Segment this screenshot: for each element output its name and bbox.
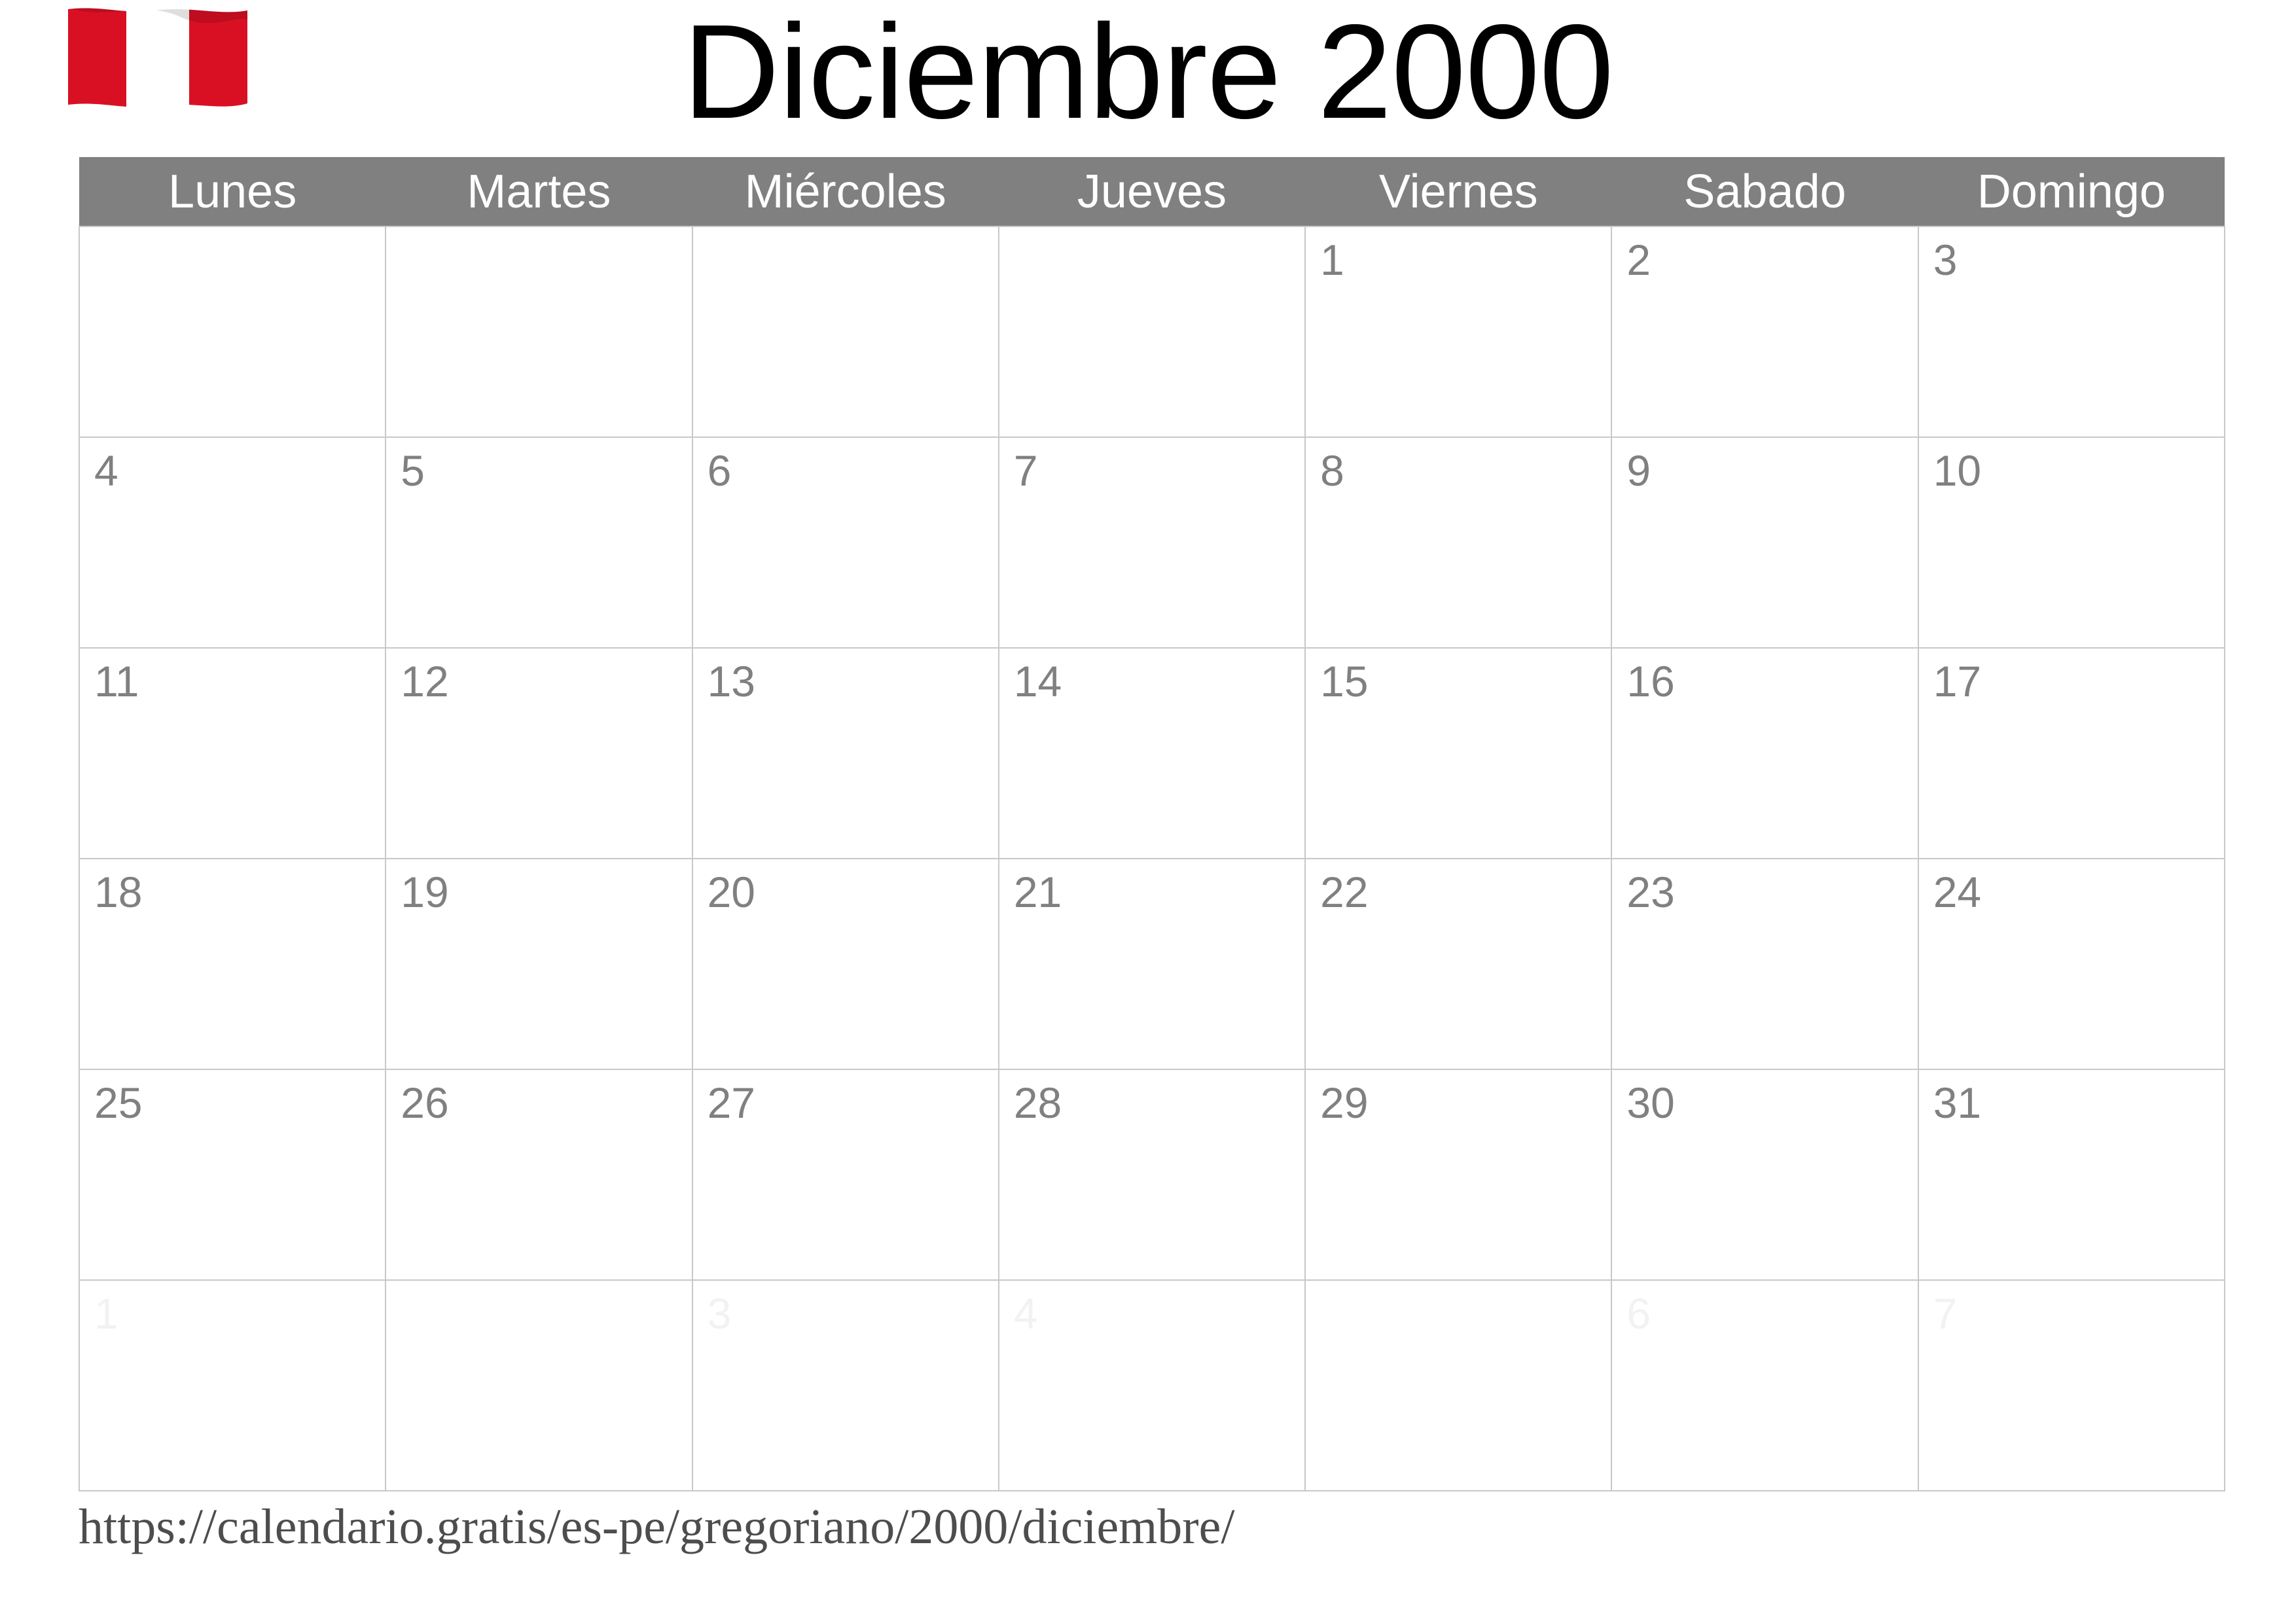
day-number: 21	[1013, 868, 1062, 916]
day-number: 24	[1933, 868, 1982, 916]
day-number: 7	[1013, 446, 1038, 495]
weekday-header-jueves: Jueves	[999, 157, 1305, 226]
day-number: 23	[1626, 868, 1675, 916]
calendar-day-cell[interactable]	[999, 648, 1305, 859]
day-number: 9	[1626, 446, 1651, 495]
calendar-day-cell[interactable]	[1611, 1069, 1918, 1280]
calendar-day-cell[interactable]	[386, 1069, 692, 1280]
calendar-day-cell[interactable]	[1611, 648, 1918, 859]
day-number	[386, 1281, 691, 1290]
day-number: 25	[94, 1079, 143, 1127]
calendar-day-cell[interactable]	[1305, 1280, 1611, 1491]
calendar-day-cell[interactable]	[1305, 437, 1611, 648]
weekday-header-viernes: Viernes	[1305, 157, 1611, 226]
calendar-day-cell[interactable]	[79, 226, 386, 437]
day-number: 2	[1626, 236, 1651, 284]
calendar-week-row	[79, 1069, 2225, 1280]
calendar-day-cell[interactable]	[692, 648, 999, 859]
calendar-day-cell[interactable]	[79, 648, 386, 859]
calendar-day-cell[interactable]	[692, 1280, 999, 1491]
calendar-day-cell[interactable]	[999, 859, 1305, 1069]
day-number: 10	[1933, 446, 1982, 495]
calendar-day-cell[interactable]	[1305, 226, 1611, 437]
calendar-day-cell[interactable]	[1611, 226, 1918, 437]
day-number: 15	[1320, 657, 1369, 705]
day-number: 4	[1013, 1289, 1038, 1338]
day-number: 11	[94, 657, 139, 705]
calendar-week-row	[79, 859, 2225, 1069]
calendar-grid	[79, 157, 2225, 1491]
calendar-week-row	[79, 648, 2225, 859]
calendar-week-row	[79, 437, 2225, 648]
weekday-header-domingo: Domingo	[1918, 157, 2225, 226]
calendar-day-cell[interactable]	[79, 1280, 386, 1491]
day-number: 18	[94, 868, 143, 916]
calendar-day-cell[interactable]	[999, 1069, 1305, 1280]
calendar-day-cell[interactable]	[79, 859, 386, 1069]
calendar-day-cell[interactable]	[386, 859, 692, 1069]
day-number: 6	[707, 446, 732, 495]
weekday-header-lunes: Lunes	[79, 157, 386, 226]
calendar-day-cell[interactable]	[1305, 648, 1611, 859]
calendar-day-cell[interactable]	[1918, 1069, 2225, 1280]
calendar-day-cell[interactable]	[692, 859, 999, 1069]
day-number: 16	[1626, 657, 1675, 705]
day-number: 19	[401, 868, 449, 916]
day-number: 5	[401, 446, 425, 495]
day-number	[1306, 1281, 1611, 1290]
day-number: 8	[1320, 446, 1344, 495]
calendar-day-cell[interactable]	[1918, 437, 2225, 648]
calendar-day-cell[interactable]	[692, 226, 999, 437]
day-number: 13	[707, 657, 755, 705]
day-number	[386, 227, 691, 236]
day-number: 29	[1320, 1079, 1369, 1127]
day-number: 20	[707, 868, 755, 916]
day-number: 22	[1320, 868, 1369, 916]
day-number	[693, 227, 998, 236]
calendar-day-cell[interactable]	[1611, 437, 1918, 648]
page-title: Diciembre 2000	[683, 0, 1613, 147]
day-number: 3	[707, 1289, 732, 1338]
weekday-header-martes: Martes	[386, 157, 692, 226]
calendar-day-cell[interactable]	[386, 1280, 692, 1491]
day-number: 27	[707, 1079, 755, 1127]
day-number: 31	[1933, 1079, 1982, 1127]
weekday-header-miercoles: Miércoles	[692, 157, 999, 226]
day-number: 7	[1933, 1289, 1958, 1338]
day-number: 1	[1320, 236, 1344, 284]
calendar-day-cell[interactable]	[386, 437, 692, 648]
day-number: 26	[401, 1079, 449, 1127]
page-header	[0, 0, 2296, 154]
calendar-day-cell[interactable]	[692, 1069, 999, 1280]
calendar-day-cell[interactable]	[79, 437, 386, 648]
calendar-day-cell[interactable]	[999, 226, 1305, 437]
weekday-header-row	[79, 157, 2225, 226]
calendar-day-cell[interactable]	[386, 648, 692, 859]
calendar-day-cell[interactable]	[1305, 859, 1611, 1069]
day-number: 4	[94, 446, 118, 495]
weekday-header-sabado: Sabado	[1611, 157, 1918, 226]
day-number: 14	[1013, 657, 1062, 705]
day-number	[999, 227, 1304, 236]
calendar-week-row-trailing	[79, 1280, 2225, 1491]
calendar-day-cell[interactable]	[1611, 859, 1918, 1069]
source-url: https://calendario.gratis/es-pe/gregoriano/2000/diciembre/	[79, 1499, 1235, 1554]
calendar-week-row	[79, 226, 2225, 437]
calendar-day-cell[interactable]	[1918, 226, 2225, 437]
day-number	[80, 227, 385, 236]
calendar-day-cell[interactable]	[1918, 1280, 2225, 1491]
day-number: 12	[401, 657, 449, 705]
calendar-day-cell[interactable]	[1305, 1069, 1611, 1280]
calendar-day-cell[interactable]	[1611, 1280, 1918, 1491]
calendar-day-cell[interactable]	[79, 1069, 386, 1280]
calendar-day-cell[interactable]	[999, 437, 1305, 648]
calendar-day-cell[interactable]	[386, 226, 692, 437]
calendar-day-cell[interactable]	[692, 437, 999, 648]
calendar-day-cell[interactable]	[999, 1280, 1305, 1491]
day-number: 28	[1013, 1079, 1062, 1127]
calendar-day-cell[interactable]	[1918, 648, 2225, 859]
day-number: 30	[1626, 1079, 1675, 1127]
day-number: 3	[1933, 236, 1958, 284]
calendar-day-cell[interactable]	[1918, 859, 2225, 1069]
day-number: 6	[1626, 1289, 1651, 1338]
day-number: 17	[1933, 657, 1982, 705]
day-number: 1	[94, 1289, 118, 1338]
